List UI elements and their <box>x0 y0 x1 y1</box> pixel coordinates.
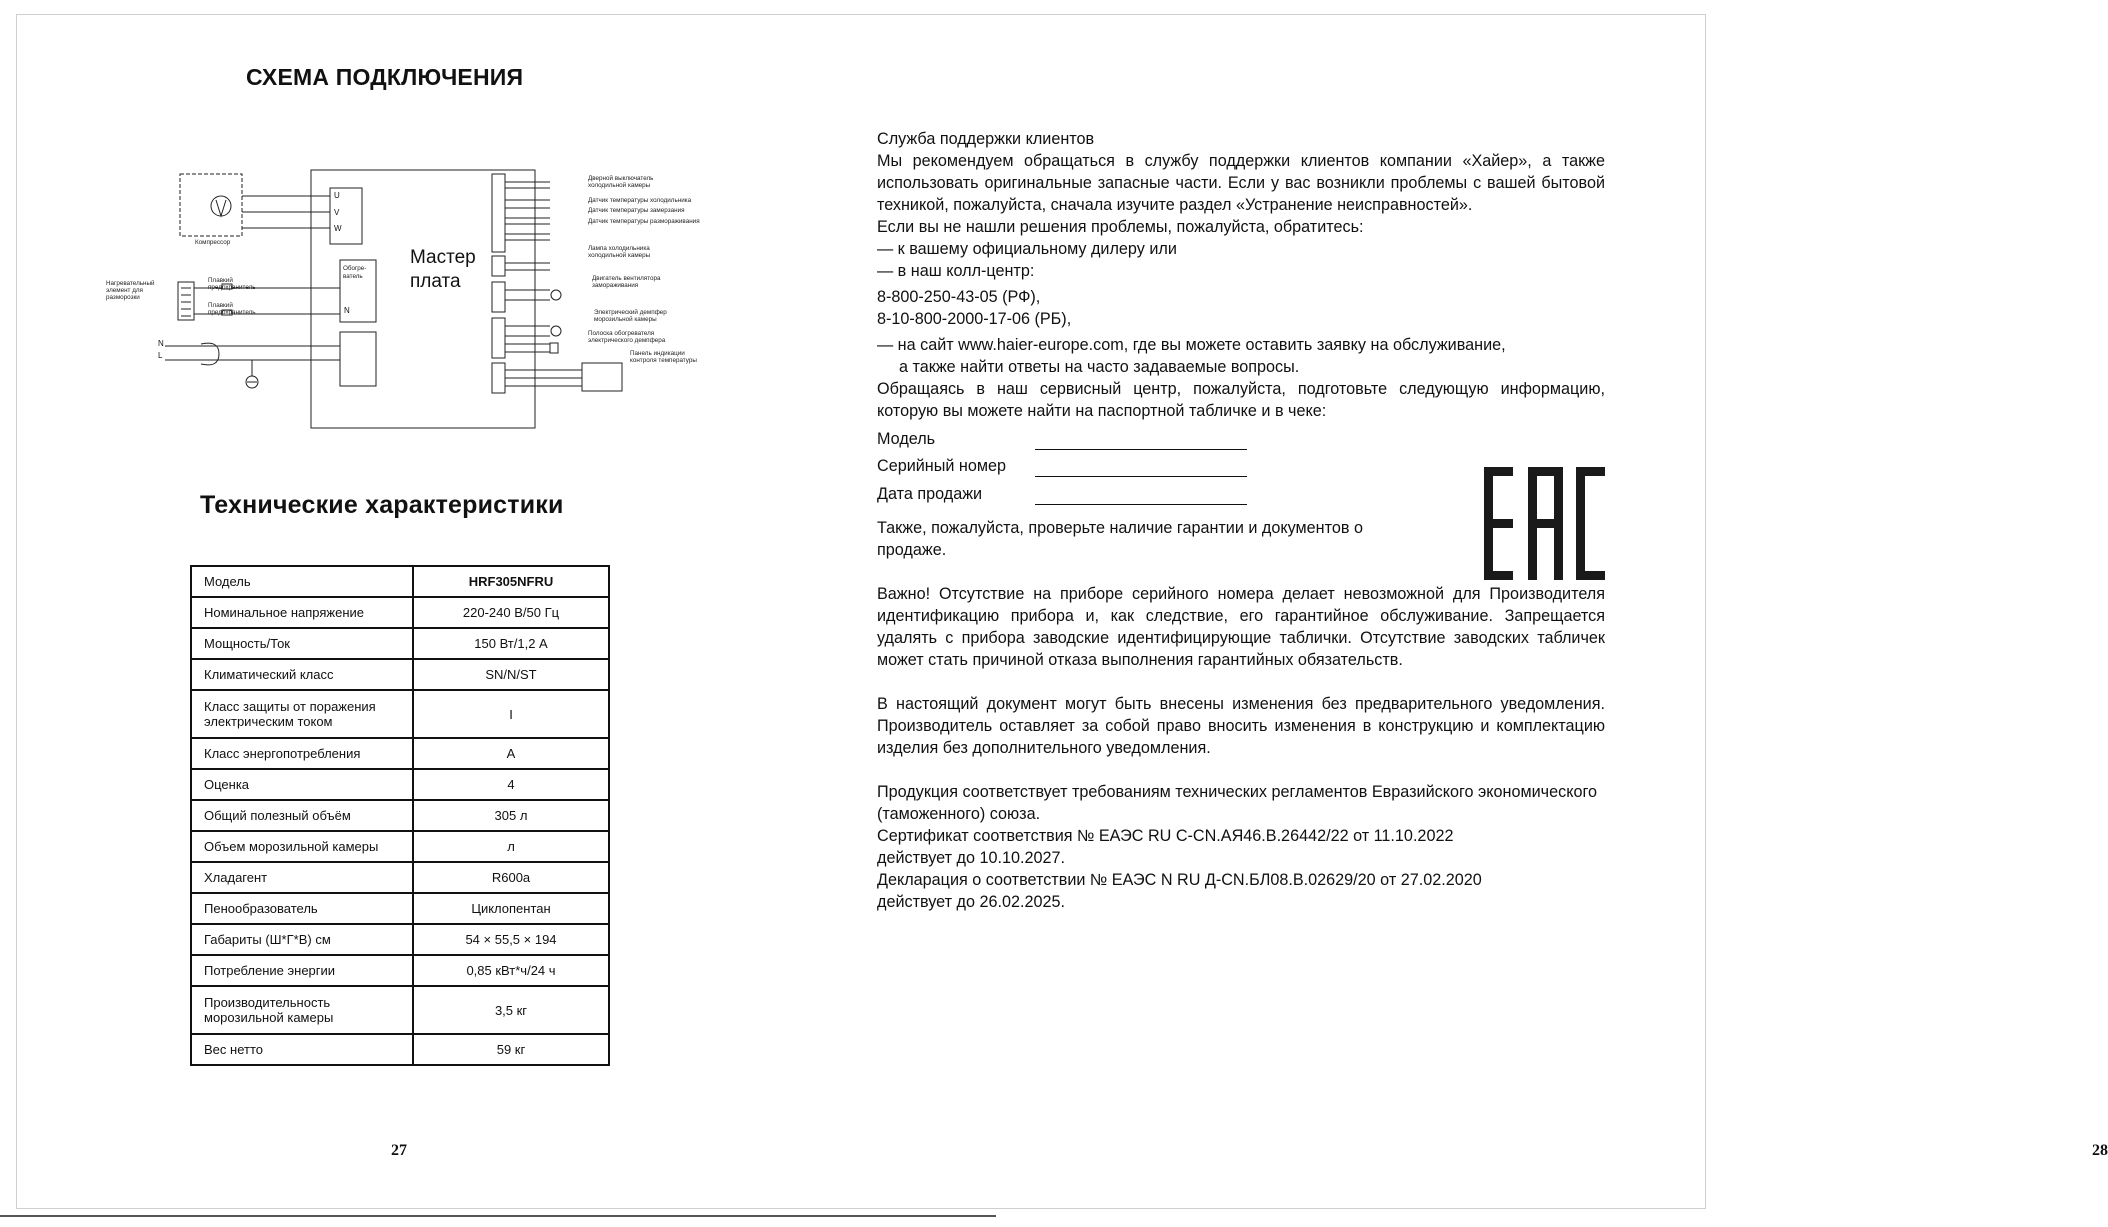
contact-intro: Если вы не нашли решения проблемы, пожалуйста, обратитесь: <box>877 218 1364 236</box>
spec-value: 220-240 В/50 Гц <box>413 597 609 628</box>
wiring-title: СХЕМА ПОДКЛЮЧЕНИЯ <box>246 64 524 90</box>
spec-label: Номинальное напряжение <box>191 597 413 628</box>
spec-label: Пенообразователь <box>191 893 413 924</box>
fan-label-1: Двигатель вентилятора <box>592 275 661 282</box>
table-row <box>191 955 609 986</box>
support-paragraph: Мы рекомендуем обращаться в службу поддержки клиентов компании «Хайер», а также использовать оригинальные запасные части. Если у вас возникли проблемы с вашей бытовой техникой, пожалуйста, сначала изучите раздел «Устранение неисправностей». <box>877 152 1605 214</box>
spec-label: Хладагент <box>191 862 413 893</box>
damper-label-2: морозильной камеры <box>594 316 657 323</box>
spec-label: Вес нетто <box>191 1034 413 1065</box>
fuse-1-label-1: Плавкий <box>208 277 233 284</box>
compliance-text: Продукция соответствует требованиям технических регламентов Евразийского экономического (таможенного) союза. <box>877 782 1598 823</box>
heater-element-label-1: Нагревательный <box>106 280 155 287</box>
spec-value: 3,5 кг <box>413 986 609 1034</box>
website-line-2: а также найти ответы на часто задаваемые вопросы. <box>899 358 1300 376</box>
form-serial-label: Серийный номер <box>877 457 1006 475</box>
spec-label: Потребление энергии <box>191 955 413 986</box>
defrost-sensor-label: Датчик температуры размораживания <box>588 218 700 225</box>
fridge-sensor-label: Датчик температуры холодильника <box>588 197 692 204</box>
spec-value: 54 × 55,5 × 194 <box>413 924 609 955</box>
table-row <box>191 597 609 628</box>
eac-mark <box>1484 467 1605 580</box>
contact-dealer: — к вашему официальному дилеру или <box>877 240 1177 258</box>
indicator-panel-box <box>582 363 622 391</box>
table-row <box>191 831 609 862</box>
form-model-line <box>1035 431 1247 450</box>
damper-heater-strip <box>550 343 558 353</box>
connector-lamp <box>492 256 505 276</box>
table-row <box>191 769 609 800</box>
spec-label: Климатический класс <box>191 659 413 690</box>
power-terminal-box <box>340 332 376 386</box>
table-row <box>191 800 609 831</box>
spec-label: Модель <box>191 566 413 597</box>
table-row <box>191 738 609 769</box>
website-line-1: — на сайт www.haier-europe.com, где вы можете оставить заявку на обслуживание, <box>877 336 1506 354</box>
spec-label: Производительность морозильной камеры <box>191 986 413 1034</box>
spec-value: R600a <box>413 862 609 893</box>
spec-value: SN/N/ST <box>413 659 609 690</box>
fan-label-2: замораживания <box>592 282 639 289</box>
phone-ru: 8-800-250-43-05 (РФ), <box>877 288 1041 306</box>
heater-box-label-1: Обогре- <box>343 265 367 272</box>
table-row <box>191 862 609 893</box>
uvw-w-label: W <box>334 224 342 233</box>
damper-heater-label-1: Полоска обогревателя <box>588 330 655 337</box>
connector-sensors <box>492 174 505 252</box>
page-number: 27 <box>391 1142 407 1159</box>
warranty-check: Также, пожалуйста, проверьте наличие гарантии и документов о продаже. <box>877 518 1363 559</box>
form-date-label: Дата продажи <box>877 484 983 503</box>
certificate-text: Сертификат соответствия № ЕАЭС RU C-CN.АЯ46.В.26442/22 от 11.10.2022 <box>877 826 1454 845</box>
connector-fan <box>492 282 505 312</box>
form-model-label: Модель <box>877 429 936 448</box>
spec-label: Мощность/Ток <box>191 628 413 659</box>
important-notice: Важно! Отсутствие на приборе серийного номера делает невозможной для Производителя идентификацию прибора и, как следствие, его гарантийное обслуживание. Запрещается удалять с прибора заводские идентифицирующие таблички. Отсутствие заводских табличек может стать причиной отказа выполнения гарантийных обязательств. <box>877 584 1605 669</box>
compressor-motor <box>211 196 231 216</box>
freezer-sensor-label: Датчик температуры замерзания <box>588 207 685 214</box>
changes-notice: В настоящий документ могут быть внесены изменения без предварительного уведомления. Производитель оставляет за собой право вносить изменения в конструкцию и комплектацию изделия без дополнительного уведомления. <box>877 694 1605 757</box>
spec-value: 150 Вт/1,2 А <box>413 628 609 659</box>
table-row <box>191 893 609 924</box>
spec-value: A <box>413 738 609 769</box>
fuse-2-label-1: Плавкий <box>208 302 233 309</box>
specs-table <box>190 565 610 1066</box>
table-row <box>191 628 609 659</box>
table-row <box>191 566 609 597</box>
spec-value: I <box>413 690 609 738</box>
support-heading: Служба поддержки клиентов <box>877 130 1095 148</box>
master-board-outline <box>311 170 535 428</box>
spec-value: л <box>413 831 609 862</box>
damper-motor-symbol <box>551 326 561 336</box>
spec-label: Класс защиты от поражения электрическим током <box>191 690 413 738</box>
mains-n-label: N <box>158 339 164 348</box>
indicator-panel-label-1: Панель индикации <box>630 350 685 357</box>
spec-value: 0,85 кВт*ч/24 ч <box>413 955 609 986</box>
spec-value: HRF305NFRU <box>413 566 609 597</box>
spec-label: Габариты (Ш*Г*В) см <box>191 924 413 955</box>
declaration-valid: действует до 26.02.2025. <box>877 892 1065 911</box>
table-row <box>191 1034 609 1065</box>
certificate-valid: действует до 10.10.2027. <box>877 848 1065 867</box>
compressor-label: Компрессор <box>195 239 231 246</box>
master-board-label-2: плата <box>410 271 461 292</box>
connector-damper <box>492 318 505 358</box>
spec-value: 4 <box>413 769 609 800</box>
indicator-panel-label-2: контроля температуры <box>630 357 697 364</box>
heater-element-label-3: разморозки <box>106 294 140 301</box>
spec-value: 305 л <box>413 800 609 831</box>
heater-element-label-2: элемент для <box>106 287 143 294</box>
door-switch-label-1: Дверной выключатель <box>588 175 654 182</box>
door-switch-label-2: холодильной камеры <box>588 182 651 189</box>
form-row-model <box>877 422 1605 450</box>
table-row <box>191 986 609 1034</box>
page-number: 28 <box>2092 1142 2108 1159</box>
fuse-2-label-2: предохранитель <box>208 309 256 316</box>
lamp-label-2: холодильной камеры <box>588 252 651 259</box>
service-info: Обращаясь в наш сервисный центр, пожалуйста, подготовьте следующую информацию, которую вы можете найти на паспортной табличке и в чеке: <box>877 380 1605 420</box>
spec-label: Объем морозильной камеры <box>191 831 413 862</box>
specs-title: Технические характеристики <box>200 491 564 519</box>
table-row <box>191 690 609 738</box>
master-board-label-1: Мастер <box>410 247 476 268</box>
declaration-text: Декларация о соответствии № ЕАЭС N RU Д-CN.БЛ08.В.02629/20 от 27.02.2020 <box>877 870 1482 889</box>
fuse-1-label-2: предохранитель <box>208 284 256 291</box>
form-date-line <box>1035 486 1247 505</box>
phone-by: 8-10-800-2000-17-06 (РБ), <box>877 310 1072 328</box>
form-serial-line <box>1035 458 1247 477</box>
uvw-v-label: V <box>334 208 340 217</box>
lamp-label-1: Лампа холодильника <box>588 245 650 252</box>
spec-value: Циклопентан <box>413 893 609 924</box>
table-row <box>191 659 609 690</box>
connector-panel <box>492 363 505 393</box>
spec-label: Класс энергопотребления <box>191 738 413 769</box>
wiring-diagram <box>100 160 730 430</box>
mains-l-label: L <box>158 351 163 360</box>
fan-motor-symbol <box>551 290 561 300</box>
uvw-u-label: U <box>334 191 340 200</box>
left-page <box>0 0 860 1227</box>
spec-label: Общий полезный объём <box>191 800 413 831</box>
contact-callcenter: — в наш колл-центр: <box>877 262 1035 280</box>
heater-n-label: N <box>344 306 350 315</box>
damper-label-1: Электрический демпфер <box>594 309 667 316</box>
spec-value: 59 кг <box>413 1034 609 1065</box>
table-row <box>191 924 609 955</box>
heater-box-label-2: ватель <box>343 273 363 280</box>
spec-label: Оценка <box>191 769 413 800</box>
damper-heater-label-2: электрического демпфера <box>588 337 666 344</box>
